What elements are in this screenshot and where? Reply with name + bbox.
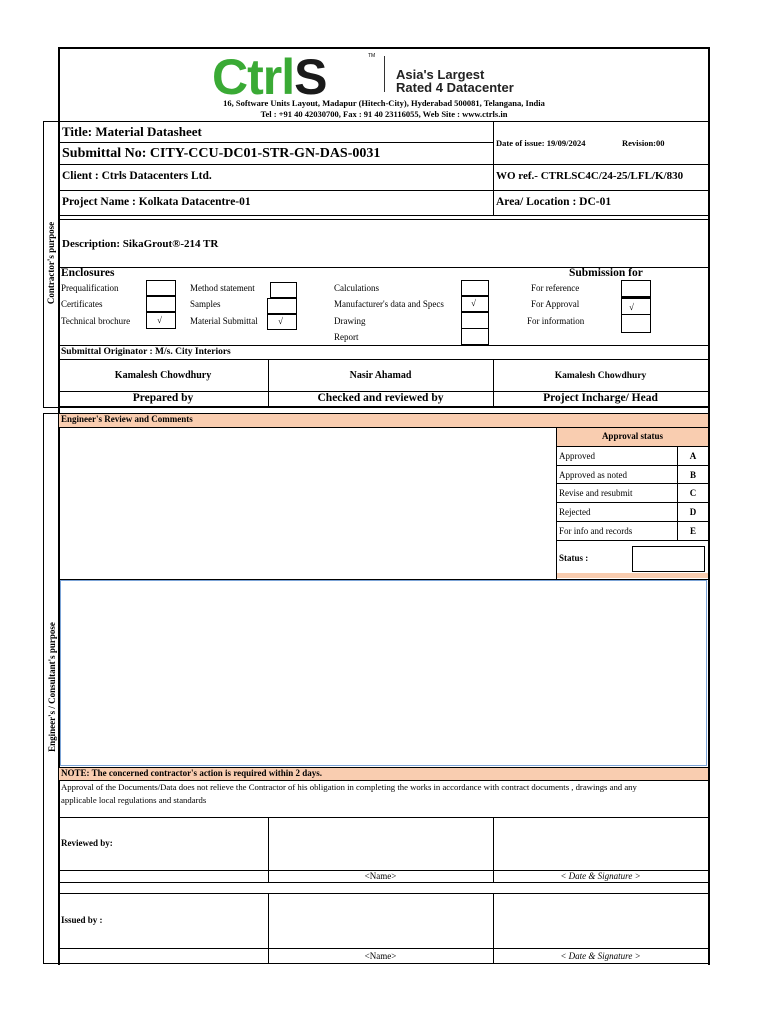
approval-status-heading: Approval status <box>601 431 664 441</box>
checkbox-prequalification[interactable] <box>146 280 176 296</box>
status-rejected-label: Rejected <box>559 507 591 517</box>
logo-text-green: Ctrl <box>212 49 295 105</box>
submittal-originator: Submittal Originator : M/s. City Interiors <box>61 347 231 357</box>
note-heading: NOTE: The concerned contractor's action is required within 2 days. <box>61 768 322 778</box>
status-info-label: For info and records <box>559 526 633 536</box>
area-location: Area/ Location : DC-01 <box>496 196 612 208</box>
status-field[interactable] <box>632 546 705 572</box>
engineer-purpose-label: Engineer's / Consultant's purpose <box>47 622 57 752</box>
prepared-by-label: Prepared by <box>132 392 194 404</box>
status-code-e: E <box>689 526 696 536</box>
issued-by-label: Issued by : <box>61 915 103 925</box>
wo-reference: WO ref.- CTRLSC4C/24-25/LFL/K/830 <box>496 170 684 182</box>
checked-by-label: Checked and reviewed by <box>317 392 444 404</box>
issued-date-placeholder: < Date & Signature > <box>560 951 641 961</box>
company-address: 16, Software Units Layout, Madapur (Hitech-City), Hyderabad 500081, Telangana, India <box>223 98 545 108</box>
incharge-label: Project Incharge/ Head <box>543 392 658 404</box>
submission-for-reference: For reference <box>531 283 580 293</box>
checked-by-name: Nasir Ahamad <box>349 370 412 381</box>
enclosure-material-submittal: Material Submittal <box>190 316 258 326</box>
submission-for-approval: For Approval <box>531 299 580 309</box>
status-approved-label: Approved <box>559 451 595 461</box>
enclosure-certificates: Certificates <box>61 299 103 309</box>
client-name: Client : Ctrls Datacenters Ltd. <box>62 170 212 182</box>
logo-text-black: S <box>294 49 327 105</box>
enclosure-report: Report <box>334 332 359 342</box>
checkbox-material-submittal[interactable]: √ <box>267 314 297 330</box>
review-heading: Engineer's Review and Comments <box>61 414 193 424</box>
submission-heading: Submission for <box>569 267 643 279</box>
date-of-issue: Date of issue: 19/09/2024 <box>496 138 586 148</box>
project-name: Project Name : Kolkata Datacentre-01 <box>62 196 251 208</box>
submission-for-information: For information <box>527 316 585 326</box>
tagline-line2: Rated 4 Datacenter <box>396 80 514 95</box>
contractor-purpose-label: Contractor's purpose <box>46 221 56 305</box>
checkbox-technical-brochure[interactable]: √ <box>146 312 176 329</box>
issued-name-placeholder: <Name> <box>364 951 397 961</box>
company-contact: Tel : +91 40 42030700, Fax : 91 40 23116055, Web Site : www.ctrls.in <box>260 109 508 119</box>
status-label: Status : <box>559 553 589 563</box>
enclosure-technical-brochure: Technical brochure <box>61 316 131 326</box>
note-body-line1: Approval of the Documents/Data does not relieve the Contractor of his obligation in completing the works in accordance with contract documents , drawings and any <box>61 782 637 792</box>
status-code-d: D <box>689 507 697 517</box>
checkbox-manufacturers-data[interactable]: √ <box>461 296 489 312</box>
note-body-line2: applicable local regulations and standards <box>61 795 207 805</box>
incharge-name: Kamalesh Chowdhury <box>554 371 647 381</box>
enclosure-samples: Samples <box>190 299 221 309</box>
document-title: Title: Material Datasheet <box>62 124 202 139</box>
checkbox-method-statement[interactable] <box>270 282 297 298</box>
status-revise-label: Revise and resubmit <box>559 488 633 498</box>
status-code-c: C <box>689 488 697 498</box>
status-code-b: B <box>689 470 696 480</box>
checkbox-calculations[interactable] <box>461 280 489 296</box>
logo-trademark: TM <box>368 53 376 59</box>
checkbox-for-reference[interactable] <box>621 280 651 297</box>
enclosures-heading: Enclosures <box>61 267 115 279</box>
tagline-line1: Asia's Largest <box>396 67 485 82</box>
checkbox-report[interactable] <box>461 328 489 345</box>
status-approved-noted-label: Approved as noted <box>559 470 627 480</box>
checkbox-for-information[interactable] <box>621 314 651 333</box>
enclosure-method-statement: Method statement <box>190 283 255 293</box>
comments-area[interactable] <box>60 580 707 766</box>
revision: Revision:00 <box>622 138 665 148</box>
checkbox-certificates[interactable] <box>146 296 176 312</box>
enclosure-calculations: Calculations <box>334 283 379 293</box>
status-code-a: A <box>689 451 697 461</box>
enclosure-prequalification: Prequalification <box>61 283 119 293</box>
prepared-by-name: Kamalesh Chowdhury <box>114 370 212 381</box>
checkbox-for-approval[interactable]: √ <box>621 297 651 315</box>
reviewed-date-placeholder: < Date & Signature > <box>560 871 641 881</box>
checkbox-drawing[interactable] <box>461 312 489 329</box>
material-description: Description: SikaGrout®-214 TR <box>62 238 219 250</box>
reviewed-by-label: Reviewed by: <box>61 838 113 848</box>
submittal-number: Submittal No: CITY-CCU-DC01-STR-GN-DAS-0031 <box>62 146 381 161</box>
ctrls-logo <box>212 49 327 105</box>
checkbox-samples[interactable] <box>267 298 297 314</box>
enclosure-drawing: Drawing <box>334 316 366 326</box>
enclosure-manufacturers-data: Manufacturer's data and Specs <box>334 299 444 309</box>
reviewed-name-placeholder: <Name> <box>364 871 397 881</box>
